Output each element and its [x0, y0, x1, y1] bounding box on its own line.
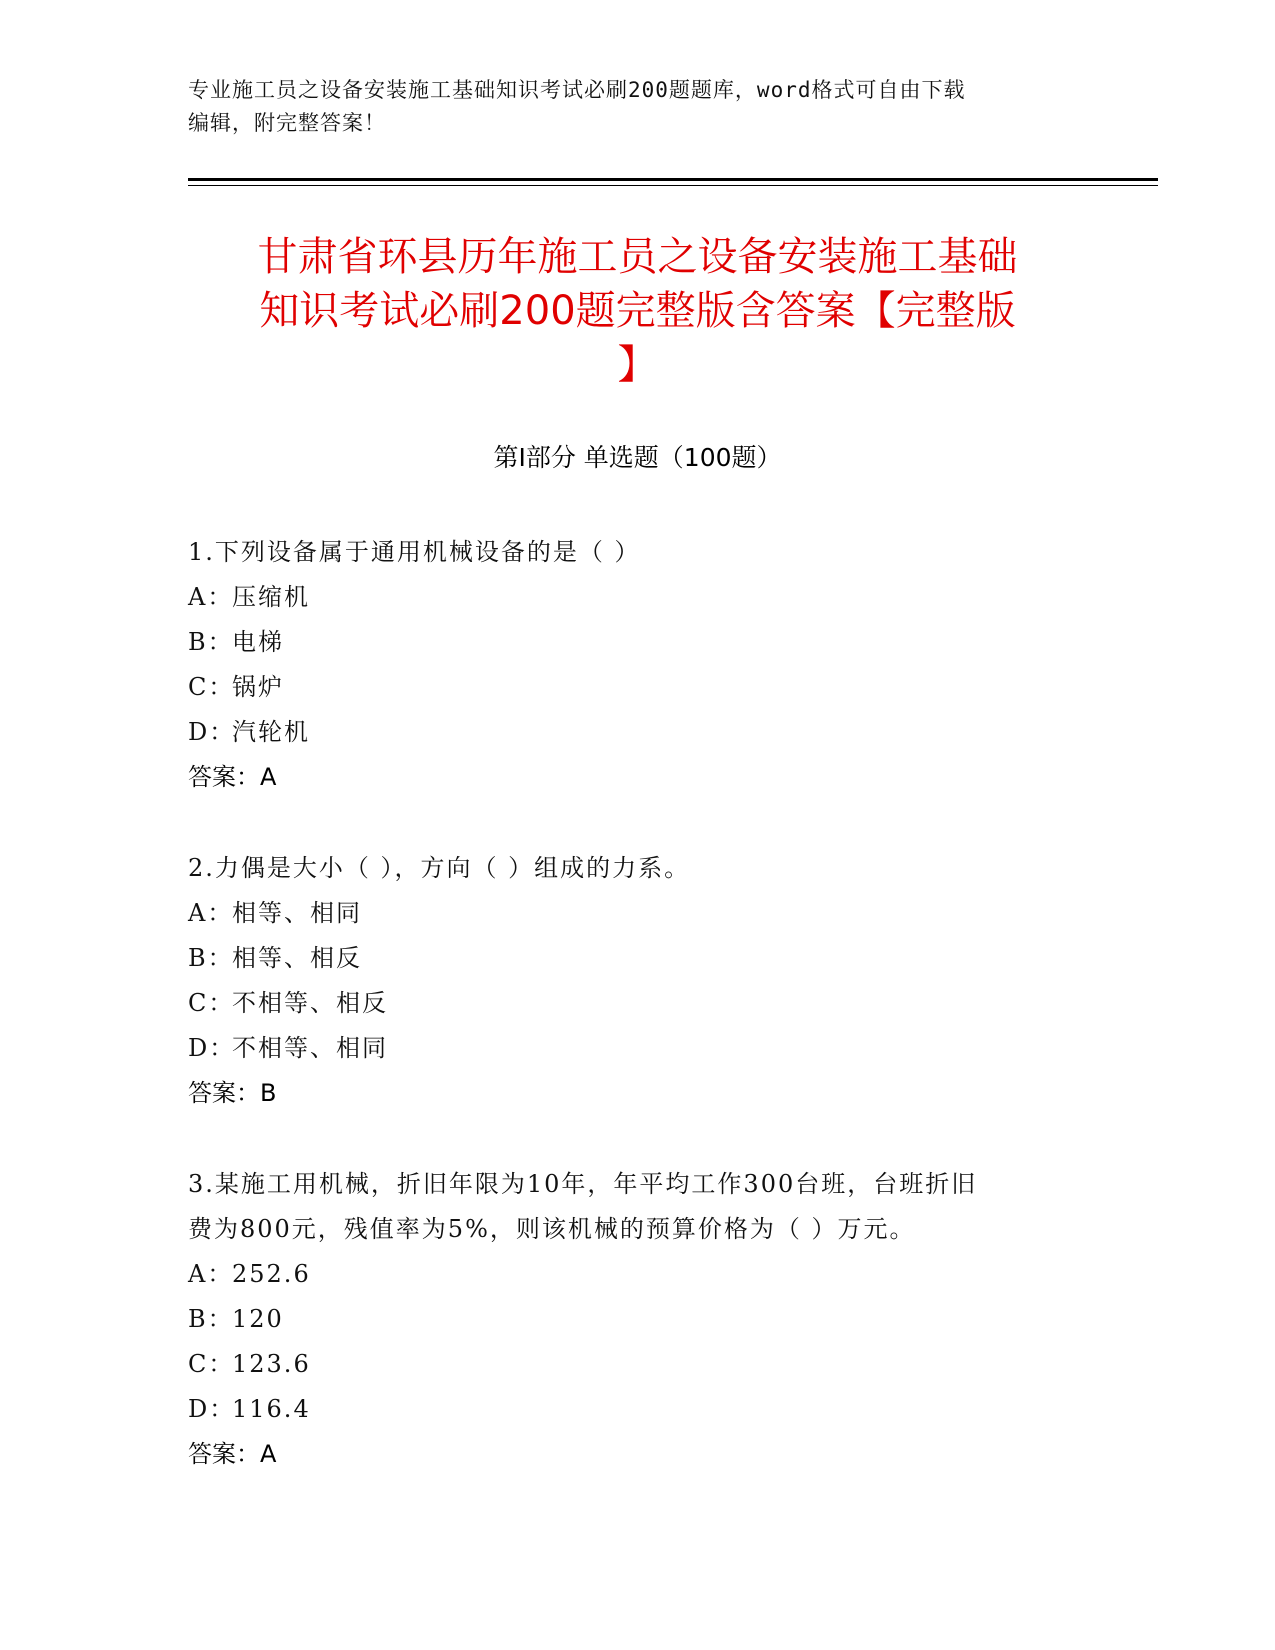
- option-c: [188, 981, 1088, 1026]
- option-d: [188, 1387, 1088, 1432]
- option-letter: A：: [188, 899, 234, 927]
- answer: 答案：A: [188, 1440, 277, 1468]
- option-text: 120: [232, 1305, 284, 1333]
- option-b: [188, 936, 1088, 981]
- option-letter: B：: [188, 1305, 234, 1333]
- option-text: 252.6: [232, 1260, 311, 1288]
- option-text: 相等、相反: [232, 944, 362, 972]
- option-letter: D：: [188, 1034, 236, 1062]
- option-text: 电梯: [232, 628, 284, 656]
- option-a: [188, 1252, 1088, 1297]
- option-letter: D：: [188, 718, 236, 746]
- question-stem: 1.下列设备属于通用机械设备的是（ ）: [188, 538, 641, 566]
- option-a: [188, 575, 1088, 620]
- option-text: 相等、相同: [232, 899, 362, 927]
- option-letter: B：: [188, 628, 234, 656]
- option-letter: A：: [188, 583, 234, 611]
- header-divider-thick: [188, 178, 1158, 181]
- option-text: 汽轮机: [232, 718, 310, 746]
- document-title-line2: 知识考试必刷200题完整版含答案【完整版: [259, 288, 1016, 334]
- question-1: [188, 530, 1088, 800]
- question-spacer: [188, 1116, 1088, 1162]
- question-stem: 2.力偶是大小（ ），方向（ ）组成的力系。: [188, 854, 691, 882]
- option-c: [188, 1342, 1088, 1387]
- option-b: [188, 1297, 1088, 1342]
- option-letter: C：: [188, 989, 235, 1017]
- document-title: [190, 230, 1085, 392]
- option-d: [188, 1026, 1088, 1071]
- option-text: 116.4: [232, 1395, 311, 1423]
- question-list: [188, 530, 1088, 1477]
- answer: 答案：B: [188, 1079, 277, 1107]
- question-3: [188, 1162, 1088, 1477]
- section-title: 第Ⅰ部分 单选题（100题）: [493, 443, 782, 472]
- option-letter: D：: [188, 1395, 236, 1423]
- option-letter: C：: [188, 673, 235, 701]
- question-2: [188, 846, 1088, 1116]
- question-stem: 3.某施工用机械，折旧年限为10年，年平均工作300台班，台班折旧: [188, 1170, 978, 1198]
- header-note-line1: 专业施工员之设备安装施工基础知识考试必刷200题题库，word格式可自由下载: [188, 78, 966, 102]
- option-letter: B：: [188, 944, 234, 972]
- option-text: 压缩机: [232, 583, 310, 611]
- option-a: [188, 891, 1088, 936]
- header-divider-thin: [188, 185, 1158, 186]
- option-letter: C：: [188, 1350, 235, 1378]
- option-b: [188, 620, 1088, 665]
- header-note-line2: 编辑，附完整答案！: [188, 111, 386, 135]
- header-note: [188, 74, 1088, 140]
- option-letter: A：: [188, 1260, 234, 1288]
- option-text: 不相等、相反: [232, 989, 388, 1017]
- question-stem-continued: 费为800元，残值率为5%，则该机械的预算价格为（ ）万元。: [188, 1215, 916, 1243]
- answer: 答案：A: [188, 763, 277, 791]
- document-title-line1: 甘肃省环县历年施工员之设备安装施工基础: [257, 234, 1018, 280]
- document-title-line3: 】: [617, 342, 658, 388]
- option-text: 不相等、相同: [232, 1034, 388, 1062]
- option-text: 锅炉: [232, 673, 284, 701]
- option-d: [188, 710, 1088, 755]
- question-spacer: [188, 800, 1088, 846]
- option-text: 123.6: [232, 1350, 311, 1378]
- option-c: [188, 665, 1088, 710]
